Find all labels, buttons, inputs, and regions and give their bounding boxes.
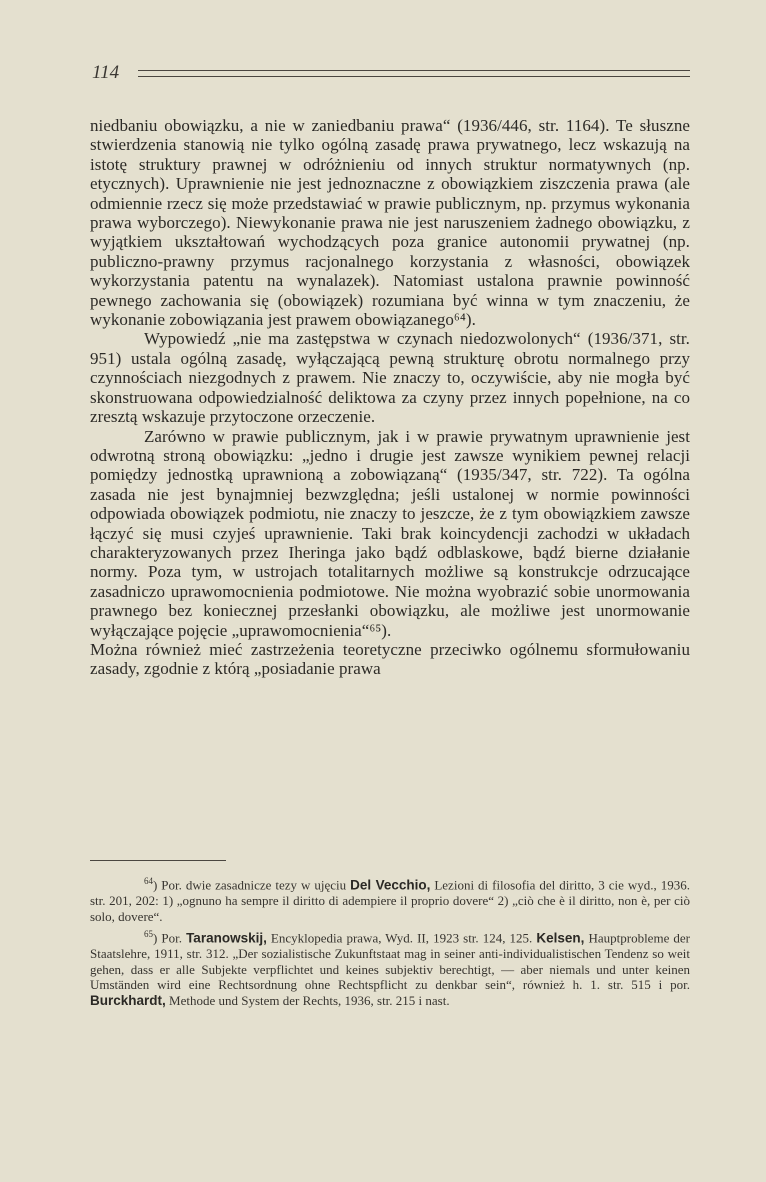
paragraph: Wypowiedź „nie ma zastępstwa w czynach niedozwolonych“ (1936/371, str. 951) ustala ogólną zasadę, wyłączającą pewną strukturę obrotu normalnego przy czynnościach niezgodnych z prawem. Nie znaczy to, oczywiście, aby nie mogła być skonstruowana odpowiedzialność deliktowa za czyny przez innych popełnione, na co zresztą wskazuje przytoczone orzeczenie. <box>90 329 690 427</box>
page-number: 114 <box>92 62 120 83</box>
header-rule <box>138 70 690 77</box>
footnote-rule <box>90 860 226 861</box>
author-name: Burckhardt, <box>90 993 166 1009</box>
footnote-text: Lezioni di filosofia del diritto, 3 cie wyd., 1936. str. 201, 202: 1) „ognuno ha sempre il diritto di adempiere il proprio dovere“ 2) „ciò che è il diritto, non è, per ciò solo, dovere“. <box>90 877 690 924</box>
author-name: Kelsen, <box>536 930 585 946</box>
body-text <box>90 116 690 679</box>
footnotes <box>90 874 690 1011</box>
footnote-64 <box>90 874 690 925</box>
footnote-text: ) Por. dwie zasadnicze tezy w ujęciu <box>153 877 351 893</box>
footnote-mark: 64 <box>144 876 153 886</box>
paragraph: Można również mieć zastrzeżenia teoretyczne przeciwko ogólnemu sformułowaniu zasady, zgodnie z którą „posiadanie prawa <box>90 639 690 679</box>
footnote-text: ) Por. <box>153 930 187 946</box>
author-name: Taranowskij, <box>186 930 267 946</box>
footnote-text: Encyklopedia prawa, Wyd. II, 1923 str. 124, 125. <box>266 930 537 946</box>
paragraph: Zarówno w prawie publicznym, jak i w prawie prywatnym uprawnienie jest odwrotną stroną obowiązku: „jedno i drugie jest zawsze wynikiem pewnej relacji pomiędzy jednostką uprawnioną a zobowiązaną“ (1935/347, str. 722). Ta ogólna zasada nie jest bynajmniej bezwzględna; jeśli ustalonej w normie powinności odpowiada obowiązek podmiotu, nie znaczy to jeszcze, że z tym obowiązkiem zawsze łączyć się musi czyjeś uprawnienie. Taki brak koincydencji zachodzi w układach charakteryzowanych przez Iheringa jako bądź odblaskowe, bądź bierne działanie normy. Poza tym, w ustrojach totalitarnych możliwe są konstrukcje odrzucające zasadniczo uprawomocnienia podmiotowe. Nie można wyobrazić sobie unormowania prawnego bez koniecznej przesłanki obowiązku, ale możliwe jest unormowanie wyłączające pojęcie „uprawomocnienia“⁶⁵). <box>90 426 690 640</box>
footnote-text: Methode und System der Rechts, 1936, str. 215 i nast. <box>165 993 450 1009</box>
footnote-65 <box>90 927 690 1009</box>
footnote-mark: 65 <box>144 928 153 939</box>
paragraph: niedbaniu obowiązku, a nie w zaniedbaniu prawa“ (1936/446, str. 1164). Te słuszne stwierdzenia stanowią nie tylko ogólną zasadę prawa prywatnego, lecz wskazują na istotę struktury prawnej w odróżnieniu od innych struktur normatywnych (np. etycznych). Uprawnienie nie jest jednoznaczne z obowiązkiem ziszczenia prawa (ale odmiennie rzecz się może przedstawiać w prawie publicznym, np. przymus wykonania prawa wyborczego). Niewykonanie prawa nie jest naruszeniem żadnego obowiązku, z wyjątkiem ukształtowań wychodzących poza granice autonomii prywatnej (np. publiczno-prawny przymus racjonalnego korzystania z własności, obowiązek wykorzystania patentu na wynalazek). Natomiast ustalona prawnie powinność pewnego zachowania się (obowiązek) rozumiana być winna w tym znaczeniu, że wykonanie zobowiązania jest prawem obowiązanego⁶⁴). <box>90 116 690 330</box>
footnote-text: Hauptprobleme der Staatslehre, 1911, str. 312. „Der sozialistische Zukunftstaat mag in seiner anti-individualistischen Tendenz so weit gehen, dass er alle Subjekte verpflichtet und keines subjektiv berechtigt, — aber niemals und unter keinen Umständen wird eine Rechtsordnung ohne Rechtspflicht zu denkbar sein“, również h. 1. str. 515 i por. <box>90 930 691 993</box>
author-name: Del Vecchio, <box>350 877 431 893</box>
